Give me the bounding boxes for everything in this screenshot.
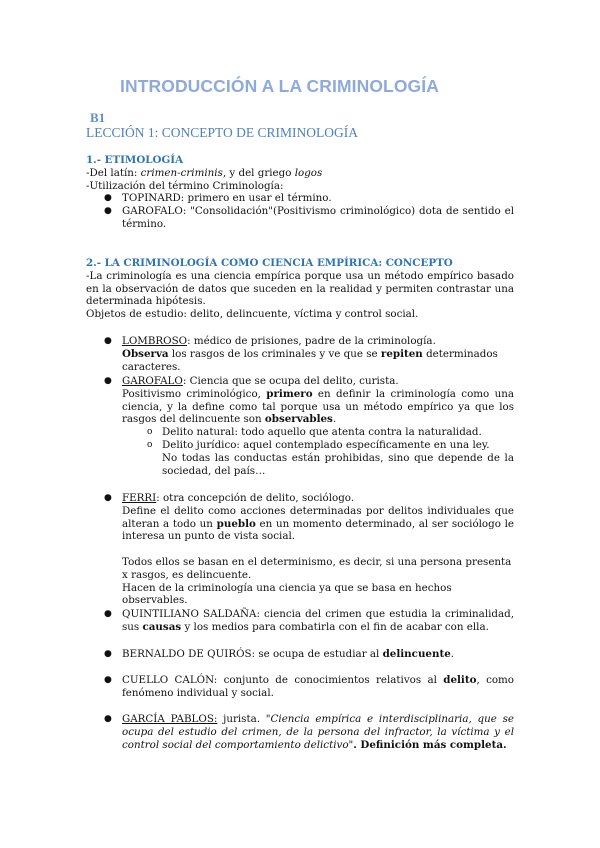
text: -Del latín: (86, 166, 141, 179)
section-heading: 1.- ETIMOLOGÍA (86, 154, 184, 166)
sub-list-item (86, 439, 514, 452)
text-bold: delincuente (382, 648, 451, 660)
spacer (86, 543, 514, 556)
text: Define el delito como acciones determinadas por delitos individuales que alteran a todo un (122, 504, 514, 530)
list-item (86, 492, 514, 505)
text: los rasgos de los criminales y ve que se (168, 347, 381, 360)
text: determinados caracteres. (122, 347, 498, 373)
text: : Ciencia que se ocupa del delito, curista. (182, 375, 399, 387)
paragraph: -La criminología es una ciencia empírica porque usa un método empírico basado en la observación de datos que suceden en la realidad y permiten contrastar una determinada hipótesis. (86, 269, 514, 308)
bullet-icon: ● (104, 193, 112, 204)
item-bernaldo (86, 648, 514, 661)
list-item (86, 192, 514, 205)
author-name: GAROFALO (122, 375, 183, 387)
document-title: INTRODUCCIÓN A LA CRIMINOLOGÍA (120, 76, 439, 96)
circle-bullet-icon: o (147, 427, 153, 438)
text: Positivismo criminológico, (122, 387, 267, 400)
circle-bullet-icon: o (147, 439, 153, 450)
text-bold: causas (142, 620, 182, 633)
text: TOPINARD: primero en usar el término. (122, 192, 332, 205)
author-name: LOMBROSO (122, 335, 188, 347)
list-item (86, 205, 514, 231)
item-cuello (86, 674, 514, 700)
section-heading: 2.- LA CRIMINOLOGÍA COMO CIENCIA EMPÍRICA: CONCEPTO (86, 257, 453, 269)
paragraph (86, 348, 514, 374)
text: : médico de prisiones, padre de la criminología. (187, 335, 436, 347)
text: y los medios para combatirla con el fin de acabar con ella. (181, 620, 489, 633)
text-bold: Observa (122, 347, 169, 360)
text: CUELLO CALÓN: conjunto de conocimientos relativos al (122, 674, 444, 686)
list-item (86, 674, 514, 700)
latin-origin (86, 167, 514, 180)
paragraph: No todas las conductas están prohibidas, sino que depende de la sociedad, del país… (162, 451, 514, 477)
text: , y del griego (222, 166, 295, 179)
bullet-icon: ● (104, 649, 112, 659)
item-ferri (86, 492, 514, 607)
text: . (332, 413, 337, 426)
list-item (86, 335, 514, 348)
item-garofalo (86, 375, 514, 477)
text: Delito natural: todo aquello que atenta contra la naturalidad. (162, 426, 482, 439)
text: , como fenómeno individual y social. (122, 674, 514, 699)
text-italic: logos (294, 166, 323, 179)
bullet-icon: ● (104, 609, 112, 619)
text-italic: "Ciencia empírica e interdisciplinaria, que se ocupa del estudio del crimen, de la persona del infractor, la víctima y el control social del comportamiento delictivo" (122, 713, 515, 751)
item-lombroso (86, 335, 514, 373)
bullet-icon: ● (104, 206, 112, 217)
paragraph (86, 505, 514, 543)
lesson-heading: LECCIÓN 1: CONCEPTO DE CRIMINOLOGÍA (86, 125, 358, 140)
list-item (86, 375, 514, 388)
text: jurista. (217, 713, 266, 725)
text: . (450, 648, 455, 660)
paragraph: Hacen de la criminología una ciencia ya que se basa en hechos observables. (122, 581, 452, 607)
text-bold: delito (443, 674, 477, 686)
bullet-icon: ● (104, 336, 112, 346)
bullet-icon: ● (104, 493, 112, 503)
bullet-icon: ● (104, 675, 112, 685)
text-bold: primero (266, 387, 313, 400)
paragraph (86, 388, 514, 426)
list-item (86, 608, 514, 634)
list-item (86, 713, 514, 751)
paragraph: Objetos de estudio: delito, delincuente, víctima y control social. (86, 308, 419, 321)
text: QUINTILIANO SALDAÑA: ciencia del crimen que estudia la criminalidad, sus (122, 608, 514, 633)
section-etimologia (86, 154, 514, 231)
text: GAROFALO: "Consolidación"(Positivismo criminológico) dota de sentido el término. (122, 205, 514, 230)
bullet-icon: ● (104, 714, 112, 724)
list-item (86, 648, 514, 661)
text-bold: observables (264, 413, 333, 426)
text-bold: . Definición más completa. (353, 738, 507, 751)
paragraph: Todos ellos se basan en el determinismo, es decir, si una persona presenta x rasgos, es delincuente. (122, 555, 512, 581)
text: BERNALDO DE QUIRÓS: se ocupa de estudiar al (122, 648, 383, 660)
section-ciencia-empirica (86, 257, 514, 321)
block-label: B1 (90, 110, 106, 125)
text-italic: crimen-criminis (140, 166, 223, 179)
term-usage: -Utilización del término Criminología: (86, 179, 284, 192)
text: : otra concepción de delito, sociólogo. (156, 492, 355, 504)
author-name: GARCÍA PABLOS: (122, 713, 218, 725)
author-name: FERRI (122, 492, 157, 504)
text-bold: pueblo (216, 517, 256, 530)
item-quintiliano (86, 608, 514, 634)
bullet-icon: ● (104, 376, 112, 386)
text: en un momento determinado, al ser sociólogo le interesa un punto de vista social. (122, 517, 514, 543)
text: Delito jurídico: aquel contemplado específicamente en una ley. (162, 438, 490, 451)
text: en definir la criminología como una ciencia, y la define como tal porque usa un método empírico ya que los rasgos del delincuente son (122, 387, 514, 426)
text-bold: repiten (380, 347, 423, 360)
item-garcia-pablos (86, 713, 514, 751)
sub-list-item (86, 426, 514, 439)
